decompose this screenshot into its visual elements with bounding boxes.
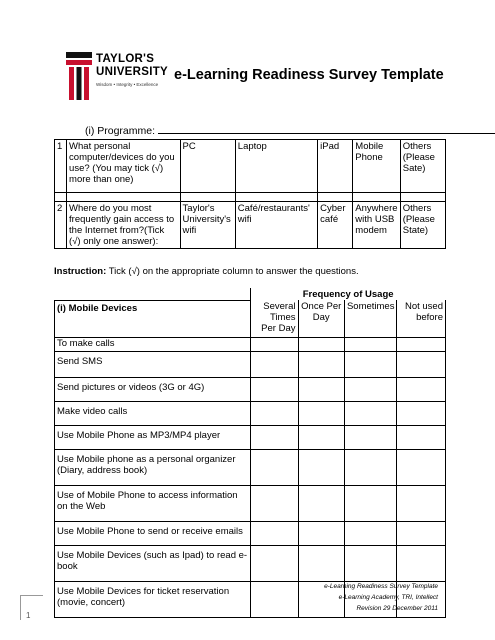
option-cell[interactable]: iPad (318, 140, 353, 193)
answer-cell[interactable] (397, 521, 446, 545)
university-crest-icon (66, 52, 92, 102)
frequency-header: Frequency of Usage (302, 289, 394, 300)
option-cell[interactable]: Mobile Phone (353, 140, 400, 193)
answer-cell[interactable] (397, 425, 446, 449)
usage-row (55, 351, 446, 377)
answer-cell[interactable] (298, 449, 344, 485)
question-text: What personal computer/devices do you use? (You may tick (√) more than one) (67, 140, 181, 193)
column-header-several-times: Several Times Per Day (250, 300, 298, 337)
frequency-header-row (55, 288, 446, 300)
answer-cell[interactable] (397, 377, 446, 401)
answer-cell[interactable] (397, 401, 446, 425)
usage-row (55, 545, 446, 581)
usage-row (55, 449, 446, 485)
logo-tagline: Wisdom • Integrity • Excellence (96, 82, 159, 87)
answer-cell[interactable] (250, 401, 298, 425)
answer-cell[interactable] (250, 521, 298, 545)
instruction (54, 266, 359, 277)
column-header-not-used: Not used before (397, 300, 446, 337)
answer-cell[interactable] (298, 351, 344, 377)
question-row (55, 140, 446, 193)
usage-question: Use Mobile phone as a personal organizer (Diary, address book) (55, 449, 251, 485)
usage-row (55, 425, 446, 449)
answer-cell[interactable] (298, 337, 344, 351)
answer-cell[interactable] (298, 521, 344, 545)
usage-row (55, 401, 446, 425)
answer-cell[interactable] (344, 521, 397, 545)
answer-cell[interactable] (344, 449, 397, 485)
question-row (55, 202, 446, 249)
university-logo (66, 50, 169, 106)
answer-cell[interactable] (397, 485, 446, 521)
option-cell[interactable]: Cyber café (318, 202, 353, 249)
section-title: (i) Mobile Devices (57, 302, 138, 314)
answer-cell[interactable] (344, 485, 397, 521)
page-corner-mark (20, 595, 43, 620)
answer-cell[interactable] (344, 377, 397, 401)
answer-cell[interactable] (298, 425, 344, 449)
logo-text-line2: UNIVERSITY (96, 66, 169, 78)
answer-cell[interactable] (250, 337, 298, 351)
answer-cell[interactable] (298, 545, 344, 581)
answer-cell[interactable] (397, 545, 446, 581)
instruction-text: Tick (√) on the appropriate column to answer the questions. (108, 266, 359, 277)
footer-line1: e-Learning Readiness Survey Template (324, 583, 438, 590)
answer-cell[interactable] (250, 377, 298, 401)
background-questions-table (54, 139, 446, 249)
column-header-sometimes: Sometimes (344, 300, 397, 337)
answer-cell[interactable] (250, 485, 298, 521)
usage-question: Use Mobile Devices for ticket reservation (movie, concert) (55, 581, 251, 617)
answer-cell[interactable] (344, 545, 397, 581)
footer-line2: e-Learning Academy, TRI, Intellect (338, 594, 438, 601)
answer-cell[interactable] (250, 425, 298, 449)
usage-row (55, 377, 446, 401)
usage-question: Send pictures or videos (3G or 4G) (55, 377, 251, 401)
usage-question: Use Mobile Phone as MP3/MP4 player (55, 425, 251, 449)
answer-cell[interactable] (344, 351, 397, 377)
answer-cell[interactable] (298, 377, 344, 401)
answer-cell[interactable] (250, 351, 298, 377)
page-number: 1 (26, 611, 31, 620)
column-header-row (55, 300, 446, 337)
answer-cell[interactable] (397, 337, 446, 351)
answer-cell[interactable] (298, 401, 344, 425)
column-header-once: Once Per Day (298, 300, 344, 337)
option-cell[interactable]: Laptop (235, 140, 317, 193)
document-title: e-Learning Readiness Survey Template (174, 67, 444, 83)
footer-line3: Revision 29 December 2011 (356, 605, 438, 612)
question-number: 1 (55, 140, 67, 193)
option-cell[interactable]: Café/restaurants' wifi (235, 202, 317, 249)
usage-row (55, 485, 446, 521)
instruction-label: Instruction: (54, 266, 107, 277)
usage-question: Use Mobile Devices (such as Ipad) to read e-book (55, 545, 251, 581)
answer-cell[interactable] (344, 425, 397, 449)
answer-cell[interactable] (397, 449, 446, 485)
spacer-row (55, 193, 446, 202)
programme-field (85, 123, 495, 137)
mobile-usage-table (54, 288, 446, 618)
answer-cell[interactable] (298, 485, 344, 521)
usage-question: To make calls (57, 337, 115, 349)
answer-cell[interactable] (250, 545, 298, 581)
answer-cell[interactable] (344, 337, 397, 351)
option-cell[interactable]: Anywhere with USB modem (353, 202, 400, 249)
usage-question: Use of Mobile Phone to access information on the Web (55, 485, 251, 521)
option-cell[interactable]: Others (Please Sate) (400, 140, 445, 193)
programme-blank-line[interactable] (158, 123, 495, 134)
question-number: 2 (55, 202, 67, 249)
answer-cell[interactable] (250, 581, 298, 617)
question-text: Where do you most frequently gain access to the Internet from?(Tick (√) only one answer): (67, 202, 181, 249)
programme-label: (i) Programme: (85, 125, 156, 137)
answer-cell[interactable] (250, 449, 298, 485)
answer-cell[interactable] (397, 351, 446, 377)
usage-question: Use Mobile Phone to send or receive emails (55, 521, 251, 545)
usage-row (55, 521, 446, 545)
logo-text-line1: TAYLOR'S (96, 53, 155, 65)
usage-question: Make video calls (55, 401, 251, 425)
option-cell[interactable]: PC (180, 140, 235, 193)
answer-cell[interactable] (344, 401, 397, 425)
option-cell[interactable]: Others (Please State) (400, 202, 445, 249)
option-cell[interactable]: Taylor's University's wifi (180, 202, 235, 249)
usage-question: Send SMS (55, 351, 251, 377)
